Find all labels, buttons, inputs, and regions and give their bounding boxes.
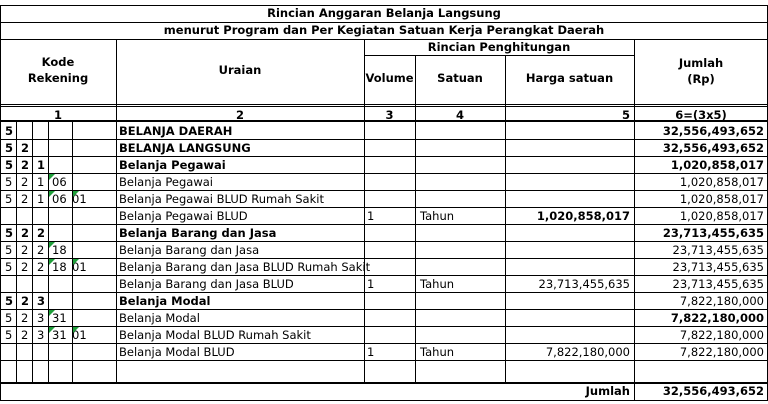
row-5-satuan: Tahun [420, 209, 455, 223]
colnum-4: 4 [455, 108, 464, 122]
row-12-k4: 31 [52, 328, 67, 342]
row-8-jumlah: 23,713,455,635 [672, 260, 764, 274]
grid-vline [505, 55, 506, 382]
row-6-uraian: Belanja Barang dan Jasa [119, 226, 277, 240]
header-rincian: Rincian Penghitungan [427, 40, 571, 54]
row-13-jumlah: 7,822,180,000 [679, 345, 764, 359]
row-4-k3: 1 [37, 192, 45, 206]
row-12-k3: 3 [37, 328, 45, 342]
row-13-volume: 1 [367, 345, 375, 359]
row-9-uraian: Belanja Barang dan Jasa BLUD [119, 277, 294, 291]
row-7-uraian: Belanja Barang dan Jasa [119, 243, 260, 257]
row-0-uraian: BELANJA DAERAH [119, 124, 233, 138]
sheet-title: Rincian Anggaran Belanja Langsung [267, 6, 501, 20]
row-12-k5: 01 [72, 328, 87, 342]
row-12-k2: 2 [21, 328, 29, 342]
header-satuan: Satuan [437, 71, 483, 85]
grid-hline [0, 382, 768, 384]
row-4-k4: 06 [52, 192, 67, 206]
grid-vline [32, 120, 33, 382]
grid-vline [72, 120, 73, 382]
row-8-k3: 2 [37, 260, 45, 274]
header-rekening: Rekening [27, 71, 89, 85]
row-6-k3: 2 [37, 226, 46, 240]
row-9-volume: 1 [367, 277, 375, 291]
row-1-k1: 5 [5, 141, 14, 155]
row-7-jumlah: 23,713,455,635 [672, 243, 764, 257]
row-11-k1: 5 [5, 311, 13, 325]
row-2-k2: 2 [21, 158, 30, 172]
row-5-harga: 1,020,858,017 [536, 209, 630, 223]
header-uraian: Uraian [218, 63, 262, 77]
colnum-6: 6=(3x5) [675, 108, 727, 122]
row-1-k2: 2 [21, 141, 30, 155]
row-0-jumlah: 32,556,493,652 [662, 124, 764, 138]
row-4-uraian: Belanja Pegawai BLUD Rumah Sakit [119, 192, 324, 206]
row-5-uraian: Belanja Pegawai BLUD [119, 209, 248, 223]
row-11-uraian: Belanja Modal [119, 311, 200, 325]
row-1-jumlah: 32,556,493,652 [662, 141, 764, 155]
row-5-volume: 1 [367, 209, 375, 223]
row-9-jumlah: 23,713,455,635 [672, 277, 764, 291]
grid-hline [364, 55, 634, 56]
row-10-jumlah: 7,822,180,000 [679, 294, 764, 308]
row-3-k4: 06 [52, 175, 67, 189]
total-value: 32,556,493,652 [662, 384, 764, 398]
row-11-k3: 3 [37, 311, 45, 325]
row-12-jumlah: 7,822,180,000 [679, 328, 764, 342]
cell-marker-icon [73, 259, 79, 265]
grid-hline [0, 22, 768, 23]
row-13-uraian: Belanja Modal BLUD [119, 345, 235, 359]
row-8-k1: 5 [5, 260, 13, 274]
row-3-uraian: Belanja Pegawai [119, 175, 213, 189]
row-7-k3: 2 [37, 243, 45, 257]
row-10-uraian: Belanja Modal [119, 294, 211, 308]
cell-marker-icon [73, 191, 79, 197]
row-9-satuan: Tahun [420, 277, 455, 291]
header-harga: Harga satuan [525, 71, 614, 85]
colnum-2: 2 [235, 108, 244, 122]
row-13-satuan: Tahun [420, 345, 455, 359]
row-10-k3: 3 [37, 294, 46, 308]
row-3-jumlah: 1,020,858,017 [679, 175, 764, 189]
row-7-k2: 2 [21, 243, 29, 257]
row-1-uraian: BELANJA LANGSUNG [119, 141, 251, 155]
row-10-k2: 2 [21, 294, 30, 308]
row-6-k1: 5 [5, 226, 14, 240]
row-7-k1: 5 [5, 243, 13, 257]
row-3-k2: 2 [21, 175, 29, 189]
row-10-k1: 5 [5, 294, 14, 308]
row-4-k5: 01 [72, 192, 87, 206]
row-7-k4: 18 [52, 243, 67, 257]
total-label: Jumlah [585, 384, 630, 398]
row-4-k1: 5 [5, 192, 13, 206]
row-8-k5: 01 [72, 260, 87, 274]
grid-vline [48, 120, 49, 382]
grid-vline [415, 55, 416, 382]
row-8-k2: 2 [21, 260, 29, 274]
grid-vline [16, 120, 17, 382]
row-2-uraian: Belanja Pegawai [119, 158, 226, 172]
grid-vline [0, 5, 1, 401]
row-8-k4: 18 [52, 260, 67, 274]
row-11-jumlah: 7,822,180,000 [670, 311, 764, 325]
row-2-jumlah: 1,020,858,017 [670, 158, 764, 172]
row-4-jumlah: 1,020,858,017 [679, 192, 764, 206]
row-13-harga: 7,822,180,000 [545, 345, 630, 359]
grid-hline [0, 5, 768, 6]
header-jumlah: Jumlah [678, 56, 724, 70]
row-3-k3: 1 [37, 175, 45, 189]
row-9-harga: 23,713,455,635 [538, 277, 630, 291]
row-2-k3: 1 [37, 158, 46, 172]
grid-vline [364, 39, 365, 382]
row-8-uraian: Belanja Barang dan Jasa BLUD Rumah Sakit [119, 260, 371, 274]
colnum-1: 1 [53, 108, 62, 122]
row-12-uraian: Belanja Modal BLUD Rumah Sakit [119, 328, 311, 342]
header-kode: Kode [41, 55, 75, 69]
row-2-k1: 5 [5, 158, 14, 172]
colnum-5: 5 [621, 108, 630, 122]
grid-vline [116, 39, 117, 382]
cell-marker-icon [49, 174, 55, 180]
grid-hline [0, 400, 768, 401]
cell-marker-icon [49, 191, 55, 197]
row-6-jumlah: 23,713,455,635 [662, 226, 764, 240]
header-rp: (Rp) [687, 72, 715, 86]
row-5-jumlah: 1,020,858,017 [679, 209, 764, 223]
grid-vline [634, 39, 635, 400]
cell-marker-icon [73, 327, 79, 333]
row-3-k1: 5 [5, 175, 13, 189]
row-11-k4: 31 [52, 311, 67, 325]
row-12-k1: 5 [5, 328, 13, 342]
cell-marker-icon [49, 310, 55, 316]
cell-marker-icon [49, 259, 55, 265]
row-6-k2: 2 [21, 226, 30, 240]
row-11-k2: 2 [21, 311, 29, 325]
row-0-k1: 5 [5, 124, 14, 138]
row-4-k2: 2 [21, 192, 29, 206]
header-volume: Volume [365, 71, 414, 85]
cell-marker-icon [49, 242, 55, 248]
colnum-3: 3 [385, 108, 394, 122]
cell-marker-icon [49, 327, 55, 333]
sheet-subtitle: menurut Program dan Per Kegiatan Satuan Kerja Perangkat Daerah [163, 23, 605, 37]
